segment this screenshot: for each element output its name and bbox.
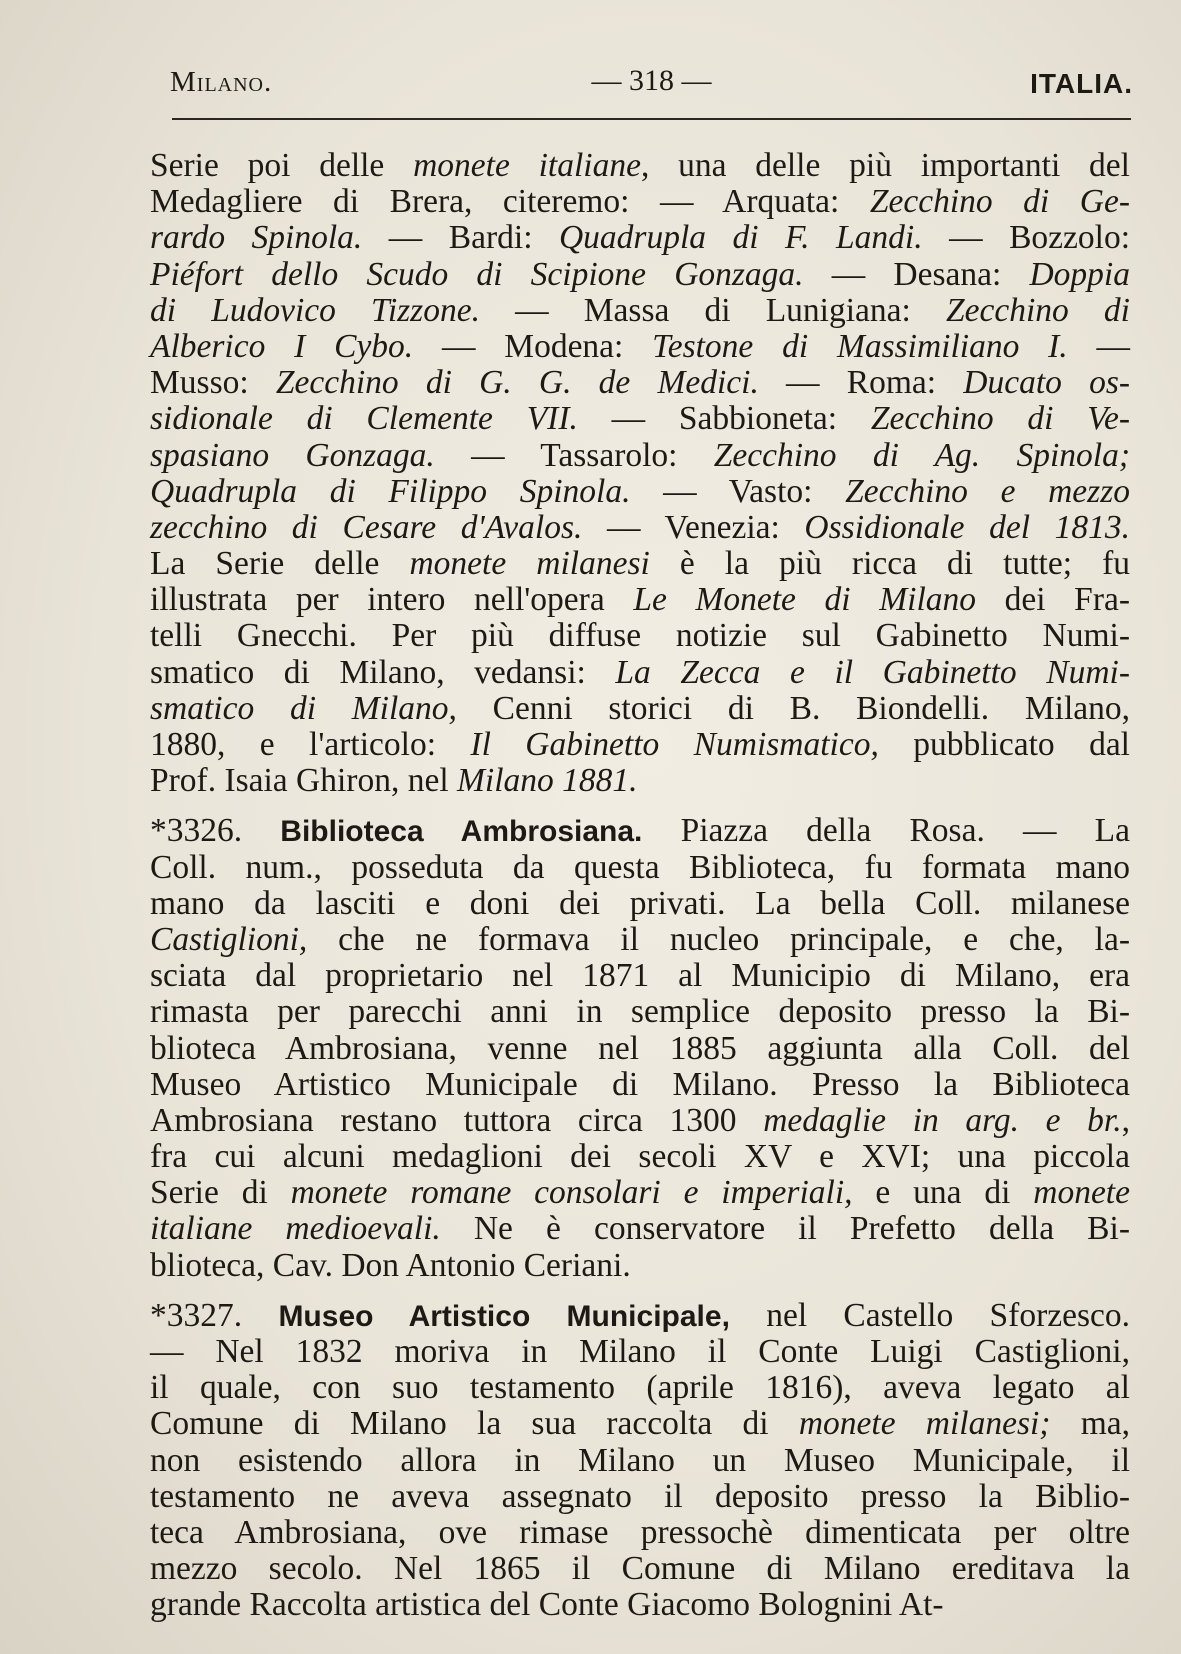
italic-run: Quadrupla di F. Landi. xyxy=(558,219,923,257)
text-run: Ambrosiana restano tuttora circa 1300 xyxy=(150,1101,764,1139)
text-line xyxy=(150,1443,1130,1479)
text-run: sciata dal proprietario nel 1871 al Municipio di Milano, era xyxy=(150,957,1130,995)
text-line xyxy=(150,1298,1130,1334)
italic-run: smatico di Milano, xyxy=(150,689,457,727)
text-run: , xyxy=(1121,1101,1131,1139)
text-line xyxy=(150,1067,1130,1103)
text-line xyxy=(150,655,1130,691)
paragraph-medagliere xyxy=(150,148,1130,799)
italic-run: monete xyxy=(1033,1174,1130,1212)
italic-run: di Ludovico Tizzone. xyxy=(150,291,480,329)
text-run: Musso: xyxy=(150,364,276,402)
entry-title: Museo Artistico Municipale, xyxy=(278,1299,730,1333)
text-run: — Roma: xyxy=(758,364,964,402)
text-run: Coll. num., posseduta da questa Biblioteca, fu formata mano xyxy=(150,848,1130,886)
text-line xyxy=(150,1248,1130,1284)
text-line xyxy=(150,1334,1130,1370)
text-run: — Sabbioneta: xyxy=(577,400,871,438)
text-run: fra cui alcuni medaglioni dei secoli XV e XVI; una piccola xyxy=(150,1138,1130,1176)
text-line xyxy=(150,1139,1130,1175)
text-run: — Bardi: xyxy=(362,219,559,257)
text-run: Museo Artistico Municipale di Milano. Presso la Biblioteca xyxy=(150,1065,1130,1103)
text-run: — Vasto: xyxy=(630,472,846,510)
italic-run: zecchino di Cesare d'Avalos. xyxy=(150,508,583,546)
text-run: mano da lasciti e doni dei privati. La bella Coll. milanese xyxy=(150,884,1130,922)
entry-number: *3326. xyxy=(150,812,281,850)
text-run: — Massa di Lunigiana: xyxy=(479,291,946,329)
italic-run: Testone di Massimiliano I. xyxy=(652,327,1068,365)
text-line xyxy=(150,329,1130,365)
text-run: — xyxy=(1067,327,1130,365)
italic-run: medaglie in arg. e br. xyxy=(763,1101,1122,1139)
text-line xyxy=(150,994,1130,1030)
text-run: Ne è conservatore il Prefetto della Bi- xyxy=(440,1210,1130,1248)
italic-run: spasiano Gonzaga. xyxy=(150,436,435,474)
italic-run: sidionale di Clemente VII. xyxy=(150,400,578,438)
text-run: il quale, con suo testamento (aprile 1816), aveva legato al xyxy=(150,1369,1130,1407)
italic-run: Castiglioni, xyxy=(150,920,308,958)
text-line xyxy=(150,958,1130,994)
italic-run: monete milanesi xyxy=(409,545,650,583)
italic-run: Ducato os- xyxy=(963,364,1131,402)
text-run: e una di xyxy=(852,1174,1034,1212)
text-line xyxy=(150,184,1130,220)
italic-run: Zecchino di xyxy=(945,291,1130,329)
text-line xyxy=(150,1406,1130,1442)
text-line xyxy=(150,813,1130,849)
entry-3327 xyxy=(150,1298,1130,1624)
text-run: è la più ricca di tutte; fu xyxy=(649,545,1130,583)
text-line xyxy=(150,220,1130,256)
text-line xyxy=(150,474,1130,510)
italic-run: La Zecca e il Gabinetto Numi- xyxy=(615,653,1130,691)
italic-run: rardo Spinola. xyxy=(150,219,363,257)
header-country: ITALIA. xyxy=(1030,68,1133,99)
text-run: ma, xyxy=(1050,1405,1130,1443)
text-run: — Modena: xyxy=(413,327,653,365)
italic-run: Zecchino di Ag. Spinola; xyxy=(713,436,1130,474)
text-line xyxy=(150,763,1130,799)
text-run: — Nel 1832 moriva in Milano il Conte Luigi Castiglioni, xyxy=(150,1333,1130,1370)
text-run: illustrata per intero nell'opera xyxy=(150,581,634,619)
text-line xyxy=(150,1515,1130,1551)
text-line xyxy=(150,886,1130,922)
italic-run: italiane medioevali. xyxy=(150,1210,441,1248)
italic-run: Zecchino di Ve- xyxy=(870,400,1130,438)
entry-3326 xyxy=(150,813,1130,1283)
italic-run: Doppia xyxy=(1029,255,1130,293)
text-line xyxy=(150,546,1130,582)
text-line xyxy=(150,618,1130,654)
italic-run: Zecchino di Ge- xyxy=(869,183,1130,221)
italic-run: Le Monete di Milano xyxy=(633,581,976,619)
italic-run: Zecchino e mezzo xyxy=(845,472,1130,510)
page-number: — 318 — xyxy=(591,64,712,97)
text-run: blioteca, Cav. Don Antonio Ceriani. xyxy=(150,1246,631,1284)
text-line xyxy=(150,922,1130,958)
text-run: rimasta per parecchi anni in semplice deposito presso la Bi- xyxy=(150,993,1130,1031)
text-line xyxy=(150,850,1130,886)
header-rule xyxy=(172,118,1131,120)
text-run: telli Gnecchi. Per più diffuse notizie sul Gabinetto Numi- xyxy=(150,617,1130,655)
text-run: Comune di Milano la sua raccolta di xyxy=(150,1405,799,1443)
body-text xyxy=(150,148,1130,1624)
text-line xyxy=(150,148,1130,184)
text-run: — Desana: xyxy=(803,255,1030,293)
italic-run: Alberico I Cybo. xyxy=(150,327,414,365)
text-line xyxy=(150,727,1130,763)
text-run: Prof. Isaia Ghiron, nel xyxy=(150,762,458,800)
text-line xyxy=(150,1175,1130,1211)
italic-run: Quadrupla di Filippo Spinola. xyxy=(150,472,631,510)
italic-run: Milano 1881. xyxy=(457,762,638,800)
running-header xyxy=(170,62,1133,112)
text-run: grande Raccolta artistica del Conte Giacomo Bolognini At- xyxy=(150,1586,944,1624)
header-city: Milano. xyxy=(170,66,273,98)
text-run: — Tassarolo: xyxy=(434,436,714,474)
text-line xyxy=(150,257,1130,293)
text-run: smatico di Milano, vedansi: xyxy=(150,653,616,691)
text-line xyxy=(150,1031,1130,1067)
text-run: Serie poi delle xyxy=(150,147,414,184)
text-line xyxy=(150,293,1130,329)
text-line xyxy=(150,1479,1130,1515)
text-line xyxy=(150,1551,1130,1587)
text-run: blioteca Ambrosiana, venne nel 1885 aggiunta alla Coll. del xyxy=(150,1029,1130,1067)
text-line xyxy=(150,1211,1130,1247)
text-run: che ne formava il nucleo principale, e che, la- xyxy=(307,920,1130,958)
italic-run: monete romane consolari e imperiali, xyxy=(290,1174,853,1212)
text-run: La Serie delle xyxy=(150,545,410,583)
italic-run: Piéfort dello Scudo di Scipione Gonzaga. xyxy=(150,255,804,293)
entry-title: Biblioteca Ambrosiana. xyxy=(280,815,643,849)
text-run: Piazza della Rosa. — La xyxy=(642,812,1130,850)
text-run: — Bozzolo: xyxy=(922,219,1131,257)
italic-run: monete italiane xyxy=(413,147,641,184)
text-run: , una delle più importanti del xyxy=(640,147,1130,184)
text-line xyxy=(150,1587,1130,1623)
text-run: 1880, e l'articolo: xyxy=(150,726,471,763)
text-run: Medagliere di Brera, citeremo: — Arquata: xyxy=(150,183,870,221)
text-line xyxy=(150,438,1130,474)
text-line xyxy=(150,1370,1130,1406)
text-line xyxy=(150,1103,1130,1139)
text-run: testamento ne aveva assegnato il deposito presso la Biblio- xyxy=(150,1477,1130,1515)
italic-run: Il Gabinetto Numismatico, xyxy=(470,726,879,763)
italic-run: monete milanesi; xyxy=(798,1405,1051,1443)
text-run: — Venezia: xyxy=(582,508,805,546)
text-run: Serie di xyxy=(150,1174,291,1212)
text-line xyxy=(150,691,1130,727)
text-run: dei Fra- xyxy=(976,581,1130,619)
text-line xyxy=(150,510,1130,546)
text-run: teca Ambrosiana, ove rimase pressochè dimenticata per oltre xyxy=(150,1513,1130,1551)
text-run: non esistendo allora in Milano un Museo Municipale, il xyxy=(150,1441,1130,1479)
italic-run: Ossidionale del 1813. xyxy=(804,508,1130,546)
text-run: nel Castello Sforzesco. xyxy=(729,1296,1130,1334)
text-run: mezzo secolo. Nel 1865 il Comune di Milano ereditava la xyxy=(150,1550,1130,1588)
entry-number: *3327. xyxy=(150,1296,279,1334)
text-run: Cenni storici di B. Biondelli. Milano, xyxy=(456,689,1130,727)
text-run: pubblicato dal xyxy=(878,726,1130,763)
text-line xyxy=(150,401,1130,437)
text-line xyxy=(150,582,1130,618)
text-line xyxy=(150,365,1130,401)
italic-run: Zecchino di G. G. de Medici. xyxy=(275,364,759,402)
